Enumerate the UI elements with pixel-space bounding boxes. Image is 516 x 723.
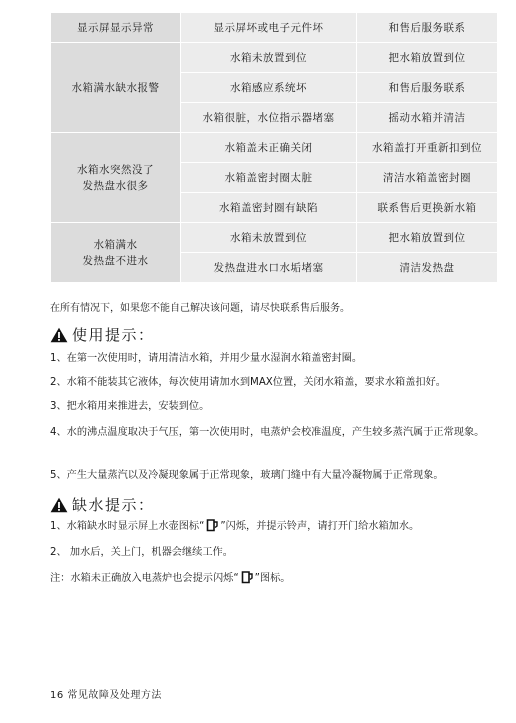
fault-line: 水箱水突然没了 bbox=[77, 163, 154, 176]
fault-line: 发热盘水很多 bbox=[82, 179, 149, 192]
table-row bbox=[51, 43, 498, 73]
cause-cell: 水箱盖密封圈太脏 bbox=[181, 163, 357, 193]
usage-item: 3、把水箱用来推进去，安装到位。 bbox=[50, 401, 210, 412]
table-row bbox=[51, 133, 498, 163]
warning-triangle-icon bbox=[50, 497, 68, 513]
table-row bbox=[51, 13, 498, 43]
solution-cell: 摇动水箱并清洁 bbox=[357, 103, 498, 133]
cause-cell: 水箱盖未正确关闭 bbox=[181, 133, 357, 163]
cause-cell: 水箱感应系统坏 bbox=[181, 73, 357, 103]
fault-cell bbox=[51, 133, 181, 223]
solution-cell: 清洁发热盘 bbox=[357, 253, 498, 283]
usage-item: 5、产生大量蒸汽以及冷凝现象属于正常现象，玻璃门缝中有大量冷凝物属于正常现象。 bbox=[50, 470, 444, 481]
fault-cell: 水箱满水缺水报警 bbox=[51, 43, 181, 133]
shortage-title: 缺水提示： bbox=[72, 496, 155, 514]
fault-cell: 显示屏显示异常 bbox=[51, 13, 181, 43]
usage-title: 使用提示： bbox=[72, 326, 155, 344]
cause-cell: 水箱很脏，水位指示器堵塞 bbox=[181, 103, 357, 133]
usage-item: 1、在第一次使用时，请用清洁水箱，并用少量水湿润水箱盖密封圈。 bbox=[50, 353, 363, 364]
fault-line: 发热盘不进水 bbox=[82, 254, 149, 267]
warning-triangle-icon bbox=[50, 327, 68, 343]
cause-cell: 水箱未放置到位 bbox=[181, 223, 357, 253]
fault-line: 水箱满水 bbox=[93, 238, 138, 251]
shortage-text: ”闪烁，并提示铃声，请打开门给水箱加水。 bbox=[220, 521, 420, 532]
shortage-heading bbox=[50, 494, 155, 515]
troubleshooting-table bbox=[50, 12, 498, 283]
solution-cell: 清洁水箱盖密封圈 bbox=[357, 163, 498, 193]
cause-cell: 发热盘进水口水垢堵塞 bbox=[181, 253, 357, 283]
shortage-text: 注：水箱未正确放入电蒸炉也会提示闪烁“ bbox=[50, 573, 239, 584]
page-footer bbox=[50, 686, 162, 701]
cause-cell: 水箱盖密封圈有缺陷 bbox=[181, 193, 357, 223]
shortage-note bbox=[50, 570, 500, 588]
support-note: 在所有情况下，如果您不能自己解决该问题，请尽快联系售后服务。 bbox=[50, 303, 350, 314]
solution-cell: 把水箱放置到位 bbox=[357, 43, 498, 73]
page-number: 16 bbox=[50, 690, 64, 701]
table-row bbox=[51, 223, 498, 253]
shortage-item bbox=[50, 518, 500, 536]
solution-cell: 和售后服务联系 bbox=[357, 73, 498, 103]
water-kettle-icon bbox=[240, 570, 254, 584]
shortage-text: ”图标。 bbox=[254, 573, 291, 584]
solution-cell: 联系售后更换新水箱 bbox=[357, 193, 498, 223]
cause-cell: 水箱未放置到位 bbox=[181, 43, 357, 73]
shortage-item: 2、 加水后，关上门，机器会继续工作。 bbox=[50, 547, 233, 558]
cause-cell: 显示屏坏或电子元件坏 bbox=[181, 13, 357, 43]
usage-item: 4、水的沸点温度取决于气压，第一次使用时，电蒸炉会校准温度，产生较多蒸汽属于正常现象。 bbox=[50, 427, 485, 438]
usage-item: 2、水箱不能装其它液体，每次使用请加水到MAX位置，关闭水箱盖，要求水箱盖扣好。 bbox=[50, 377, 446, 388]
usage-heading bbox=[50, 324, 155, 345]
fault-cell bbox=[51, 223, 181, 283]
solution-cell: 和售后服务联系 bbox=[357, 13, 498, 43]
solution-cell: 水箱盖打开重新扣到位 bbox=[357, 133, 498, 163]
solution-cell: 把水箱放置到位 bbox=[357, 223, 498, 253]
water-kettle-icon bbox=[205, 518, 219, 532]
section-name: 常见故障及处理方法 bbox=[67, 690, 162, 701]
shortage-text: 1、水箱缺水时显示屏上水壶图标“ bbox=[50, 521, 205, 532]
